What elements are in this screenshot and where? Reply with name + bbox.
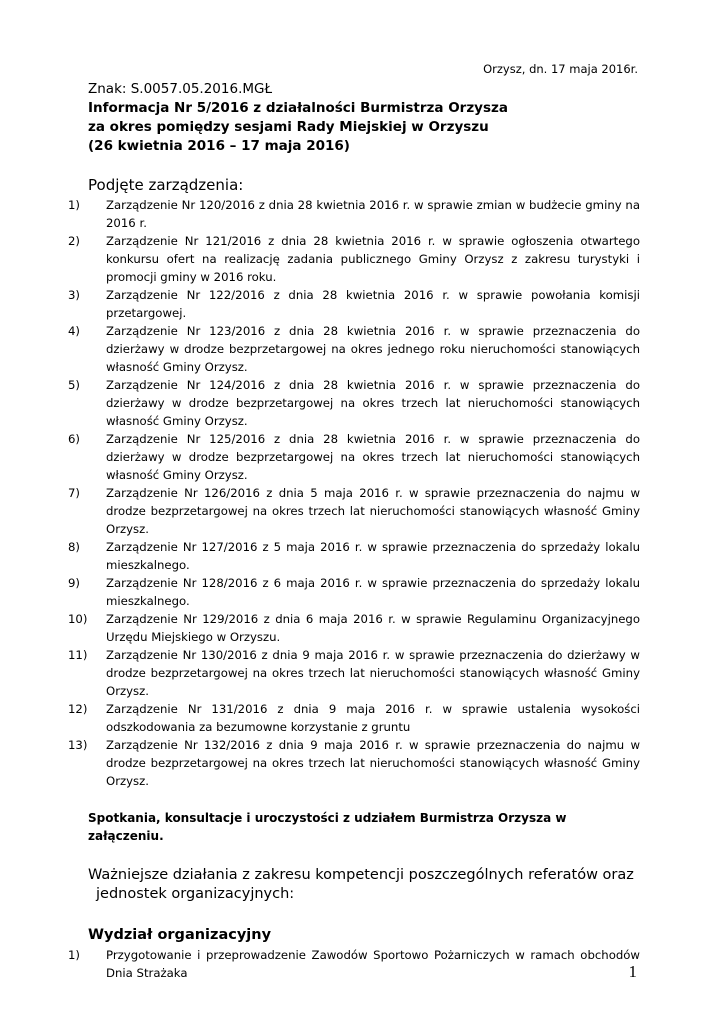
list-item-number: 11) bbox=[68, 648, 88, 662]
list-item-number: 1) bbox=[68, 198, 80, 212]
list-item-number: 13) bbox=[68, 738, 88, 752]
department-list bbox=[68, 946, 640, 982]
list-item-number: 2) bbox=[68, 234, 80, 248]
list-item-number: 4) bbox=[68, 324, 80, 338]
list-item bbox=[68, 574, 640, 610]
list-item-text: Zarządzenie Nr 127/2016 z 5 maja 2016 r. w sprawie przeznaczenia do sprzedaży lokalu mieszkalnego. bbox=[106, 540, 640, 572]
list-item bbox=[68, 196, 640, 232]
list-item-text: Zarządzenie Nr 124/2016 z dnia 28 kwietnia 2016 r. w sprawie przeznaczenia do dzierżawy w drodze bezprzetargowej na okres trzech lat nieruchomości stanowiących własność Gminy Orzysz. bbox=[106, 378, 640, 428]
list-item-text: Zarządzenie Nr 131/2016 z dnia 9 maja 2016 r. w sprawie ustalenia wysokości odszkodowania za bezumowne korzystanie z gruntu bbox=[106, 702, 640, 734]
list-item bbox=[68, 430, 640, 484]
department-title: Wydział organizacyjny bbox=[88, 927, 272, 943]
list-item-text: Zarządzenie Nr 132/2016 z dnia 9 maja 2016 r. w sprawie przeznaczenia do najmu w drodze bezprzetargowej na okres trzech lat nieruchomości stanowiących własność Gminy Orzysz. bbox=[106, 738, 640, 788]
list-item-text: Zarządzenie Nr 120/2016 z dnia 28 kwietnia 2016 r. w sprawie zmian w budżecie gminy na 2016 r. bbox=[106, 198, 640, 230]
list-item bbox=[68, 286, 640, 322]
orders-list bbox=[68, 196, 640, 790]
list-item bbox=[68, 538, 640, 574]
list-item-text: Zarządzenie Nr 121/2016 z dnia 28 kwietnia 2016 r. w sprawie ogłoszenia otwartego konkursu ofert na realizację zadania publicznego Gminy Orzysz z zakresu turystyki i promocji gminy w 2016 roku. bbox=[106, 234, 640, 284]
list-item-number: 10) bbox=[68, 612, 88, 626]
list-item bbox=[68, 376, 640, 430]
document-date: Orzysz, dn. 17 maja 2016r. bbox=[483, 62, 638, 76]
list-item-text: Zarządzenie Nr 126/2016 z dnia 5 maja 2016 r. w sprawie przeznaczenia do najmu w drodze bezprzetargowej na okres trzech lat nieruchomości stanowiących własność Gminy Orzysz. bbox=[106, 486, 640, 536]
list-item-text: Zarządzenie Nr 128/2016 z 6 maja 2016 r. w sprawie przeznaczenia do sprzedaży lokalu mieszkalnego. bbox=[106, 576, 640, 608]
list-item bbox=[68, 610, 640, 646]
list-item-number: 7) bbox=[68, 486, 80, 500]
list-item bbox=[68, 322, 640, 376]
list-item-number: 1) bbox=[68, 948, 80, 962]
document-title-line-3: (26 kwietnia 2016 – 17 maja 2016) bbox=[88, 138, 350, 154]
list-item-number: 9) bbox=[68, 576, 80, 590]
list-item-number: 12) bbox=[68, 702, 88, 716]
list-item-number: 5) bbox=[68, 378, 80, 392]
list-item-number: 3) bbox=[68, 288, 80, 302]
list-item bbox=[68, 736, 640, 790]
list-item bbox=[68, 700, 640, 736]
list-item-text: Przygotowanie i przeprowadzenie Zawodów Sportowo Pożarniczych w ramach obchodów Dnia Strażaka bbox=[106, 948, 640, 980]
meetings-note: Spotkania, konsultacje i uroczystości z udziałem Burmistrza Orzysza w załączeniu. bbox=[88, 811, 567, 843]
list-item bbox=[68, 232, 640, 286]
list-item-number: 6) bbox=[68, 432, 80, 446]
list-item bbox=[68, 646, 640, 700]
orders-section-title: Podjęte zarządzenia: bbox=[88, 176, 244, 194]
list-item-text: Zarządzenie Nr 125/2016 z dnia 28 kwietnia 2016 r. w sprawie przeznaczenia do dzierżawy w drodze bezprzetargowej na okres trzech lat nieruchomości stanowiących własność Gminy Orzysz. bbox=[106, 432, 640, 482]
list-item-number: 8) bbox=[68, 540, 80, 554]
list-item bbox=[68, 946, 640, 982]
document-title-line-1: Informacja Nr 5/2016 z działalności Burmistrza Orzysza bbox=[88, 100, 508, 116]
list-item-text: Zarządzenie Nr 130/2016 z dnia 9 maja 2016 r. w sprawie przeznaczenia do dzierżawy w drodze bezprzetargowej na okres trzech lat nieruchomości stanowiących własność Gminy Orzysz. bbox=[106, 648, 640, 698]
list-item-text: Zarządzenie Nr 123/2016 z dnia 28 kwietnia 2016 r. w sprawie przeznaczenia do dzierżawy w drodze bezprzetargowej na okres jednego roku nieruchomości stanowiących własność Gminy Orzysz. bbox=[106, 324, 640, 374]
page-number: 1 bbox=[628, 962, 637, 981]
list-item bbox=[68, 484, 640, 538]
list-item-text: Zarządzenie Nr 129/2016 z dnia 6 maja 2016 r. w sprawie Regulaminu Organizacyjnego Urzędu Miejskiego w Orzyszu. bbox=[106, 612, 640, 644]
document-sign: Znak: S.0057.05.2016.MGŁ bbox=[88, 81, 273, 97]
activities-intro: Ważniejsze działania z zakresu kompetencji poszczególnych referatów oraz jednostek organizacyjnych: bbox=[88, 867, 634, 902]
document-title-line-2: za okres pomiędzy sesjami Rady Miejskiej w Orzyszu bbox=[88, 119, 489, 135]
document-body bbox=[68, 80, 640, 982]
list-item-text: Zarządzenie Nr 122/2016 z dnia 28 kwietnia 2016 r. w sprawie powołania komisji przetargowej. bbox=[106, 288, 640, 320]
